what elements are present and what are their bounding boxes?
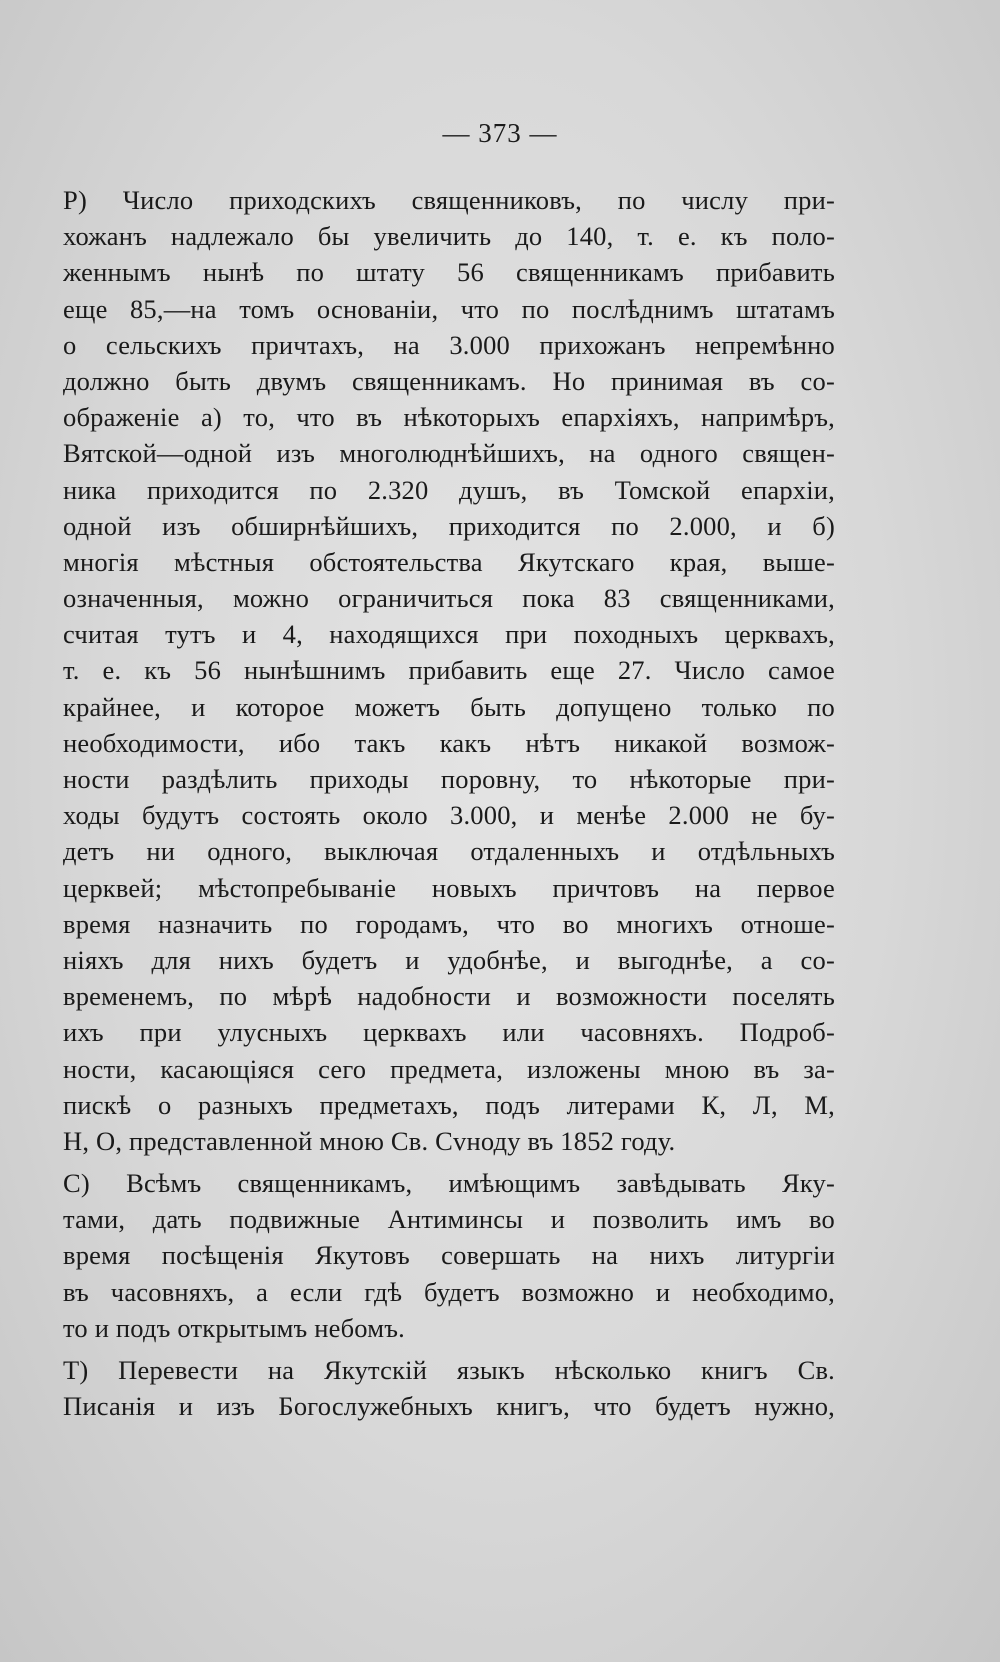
text-line: въ часовняхъ, а если гдѣ будетъ возможно и необходимо, [63, 1276, 835, 1307]
text-line: Т) Перевести на Якутскій языкъ нѣсколько книгъ Св. [63, 1355, 835, 1385]
text-line: С) Всѣмъ священникамъ, имѣющимъ завѣдывать Яку- [63, 1168, 835, 1199]
text-line: Н, О, представленной мною Св. Сvноду въ 1852 году. [63, 1125, 676, 1156]
text-line: еще 85,—на томъ основаніи, что по послѣднимъ штатамъ [63, 293, 835, 324]
text-line: ности, касающіяся сего предмета, изложены мною въ за- [63, 1053, 835, 1084]
text-line: хожанъ надлежало бы увеличить до 140, т. е. къ поло- [63, 221, 835, 252]
text-line: Р) Число приходскихъ священниковъ, по числу при- [63, 185, 835, 215]
text-line: означенныя, можно ограничиться пока 83 священниками, [63, 583, 835, 614]
text-line: ображеніе а) то, что въ нѣкоторыхъ епархіяхъ, напримѣръ, [63, 402, 835, 433]
text-line: Вятской—одной изъ многолюднѣйшихъ, на одного священ- [63, 438, 835, 469]
text-line: ходы будутъ состоять около 3.000, и менѣе 2.000 не бу- [63, 800, 835, 831]
text-line: временемъ, по мѣрѣ надобности и возможности поселять [63, 981, 835, 1012]
body-text [63, 182, 835, 1424]
text-line: время назначить по городамъ, что во многихъ отноше- [63, 908, 835, 939]
text-line: Писанія и изъ Богослужебныхъ книгъ, что будетъ нужно, [63, 1391, 835, 1422]
page-number: — 373 — [442, 118, 558, 148]
text-line: необходимости, ибо такъ какъ нѣтъ никакой возмож- [63, 727, 835, 758]
text-line: церквей; мѣстопребываніе новыхъ причтовъ на первое [63, 872, 835, 903]
text-line: ніяхъ для нихъ будетъ и удобнѣе, и выгоднѣе, а со- [63, 944, 835, 975]
text-line: должно быть двумъ священникамъ. Но принимая въ со- [63, 365, 835, 396]
text-line: время посѣщенія Якутовъ совершать на нихъ литургіи [63, 1240, 835, 1271]
text-line: пискѣ о разныхъ предметахъ, подъ литерами К, Л, М, [63, 1089, 835, 1120]
text-line: многія мѣстныя обстоятельства Якутскаго края, выше- [63, 546, 835, 577]
text-line: ности раздѣлить приходы поровну, то нѣкоторые при- [63, 764, 835, 794]
text-line: то и подъ открытымъ небомъ. [63, 1312, 405, 1343]
text-line: считая тутъ и 4, находящихся при походныхъ церквахъ, [63, 619, 835, 650]
text-line: женнымъ нынѣ по штату 56 священникамъ прибавить [63, 257, 835, 288]
text-line: ихъ при улусныхъ церквахъ или часовняхъ. Подроб- [63, 1017, 835, 1048]
text-line: т. е. къ 56 нынѣшнимъ прибавить еще 27. Число самое [63, 655, 835, 686]
text-line: крайнее, и которое можетъ быть допущено только по [63, 691, 835, 722]
text-line: тами, дать подвижные Антиминсы и позволить имъ во [63, 1204, 835, 1235]
text-line: одной изъ обширнѣйшихъ, приходится по 2.000, и б) [63, 510, 835, 541]
text-line: ника приходится по 2.320 душъ, въ Томской епархіи, [63, 474, 835, 505]
text-line: о сельскихъ причтахъ, на 3.000 прихожанъ непремѣнно [63, 329, 835, 360]
text-line: детъ ни одного, выключая отдаленныхъ и отдѣльныхъ [63, 836, 835, 867]
